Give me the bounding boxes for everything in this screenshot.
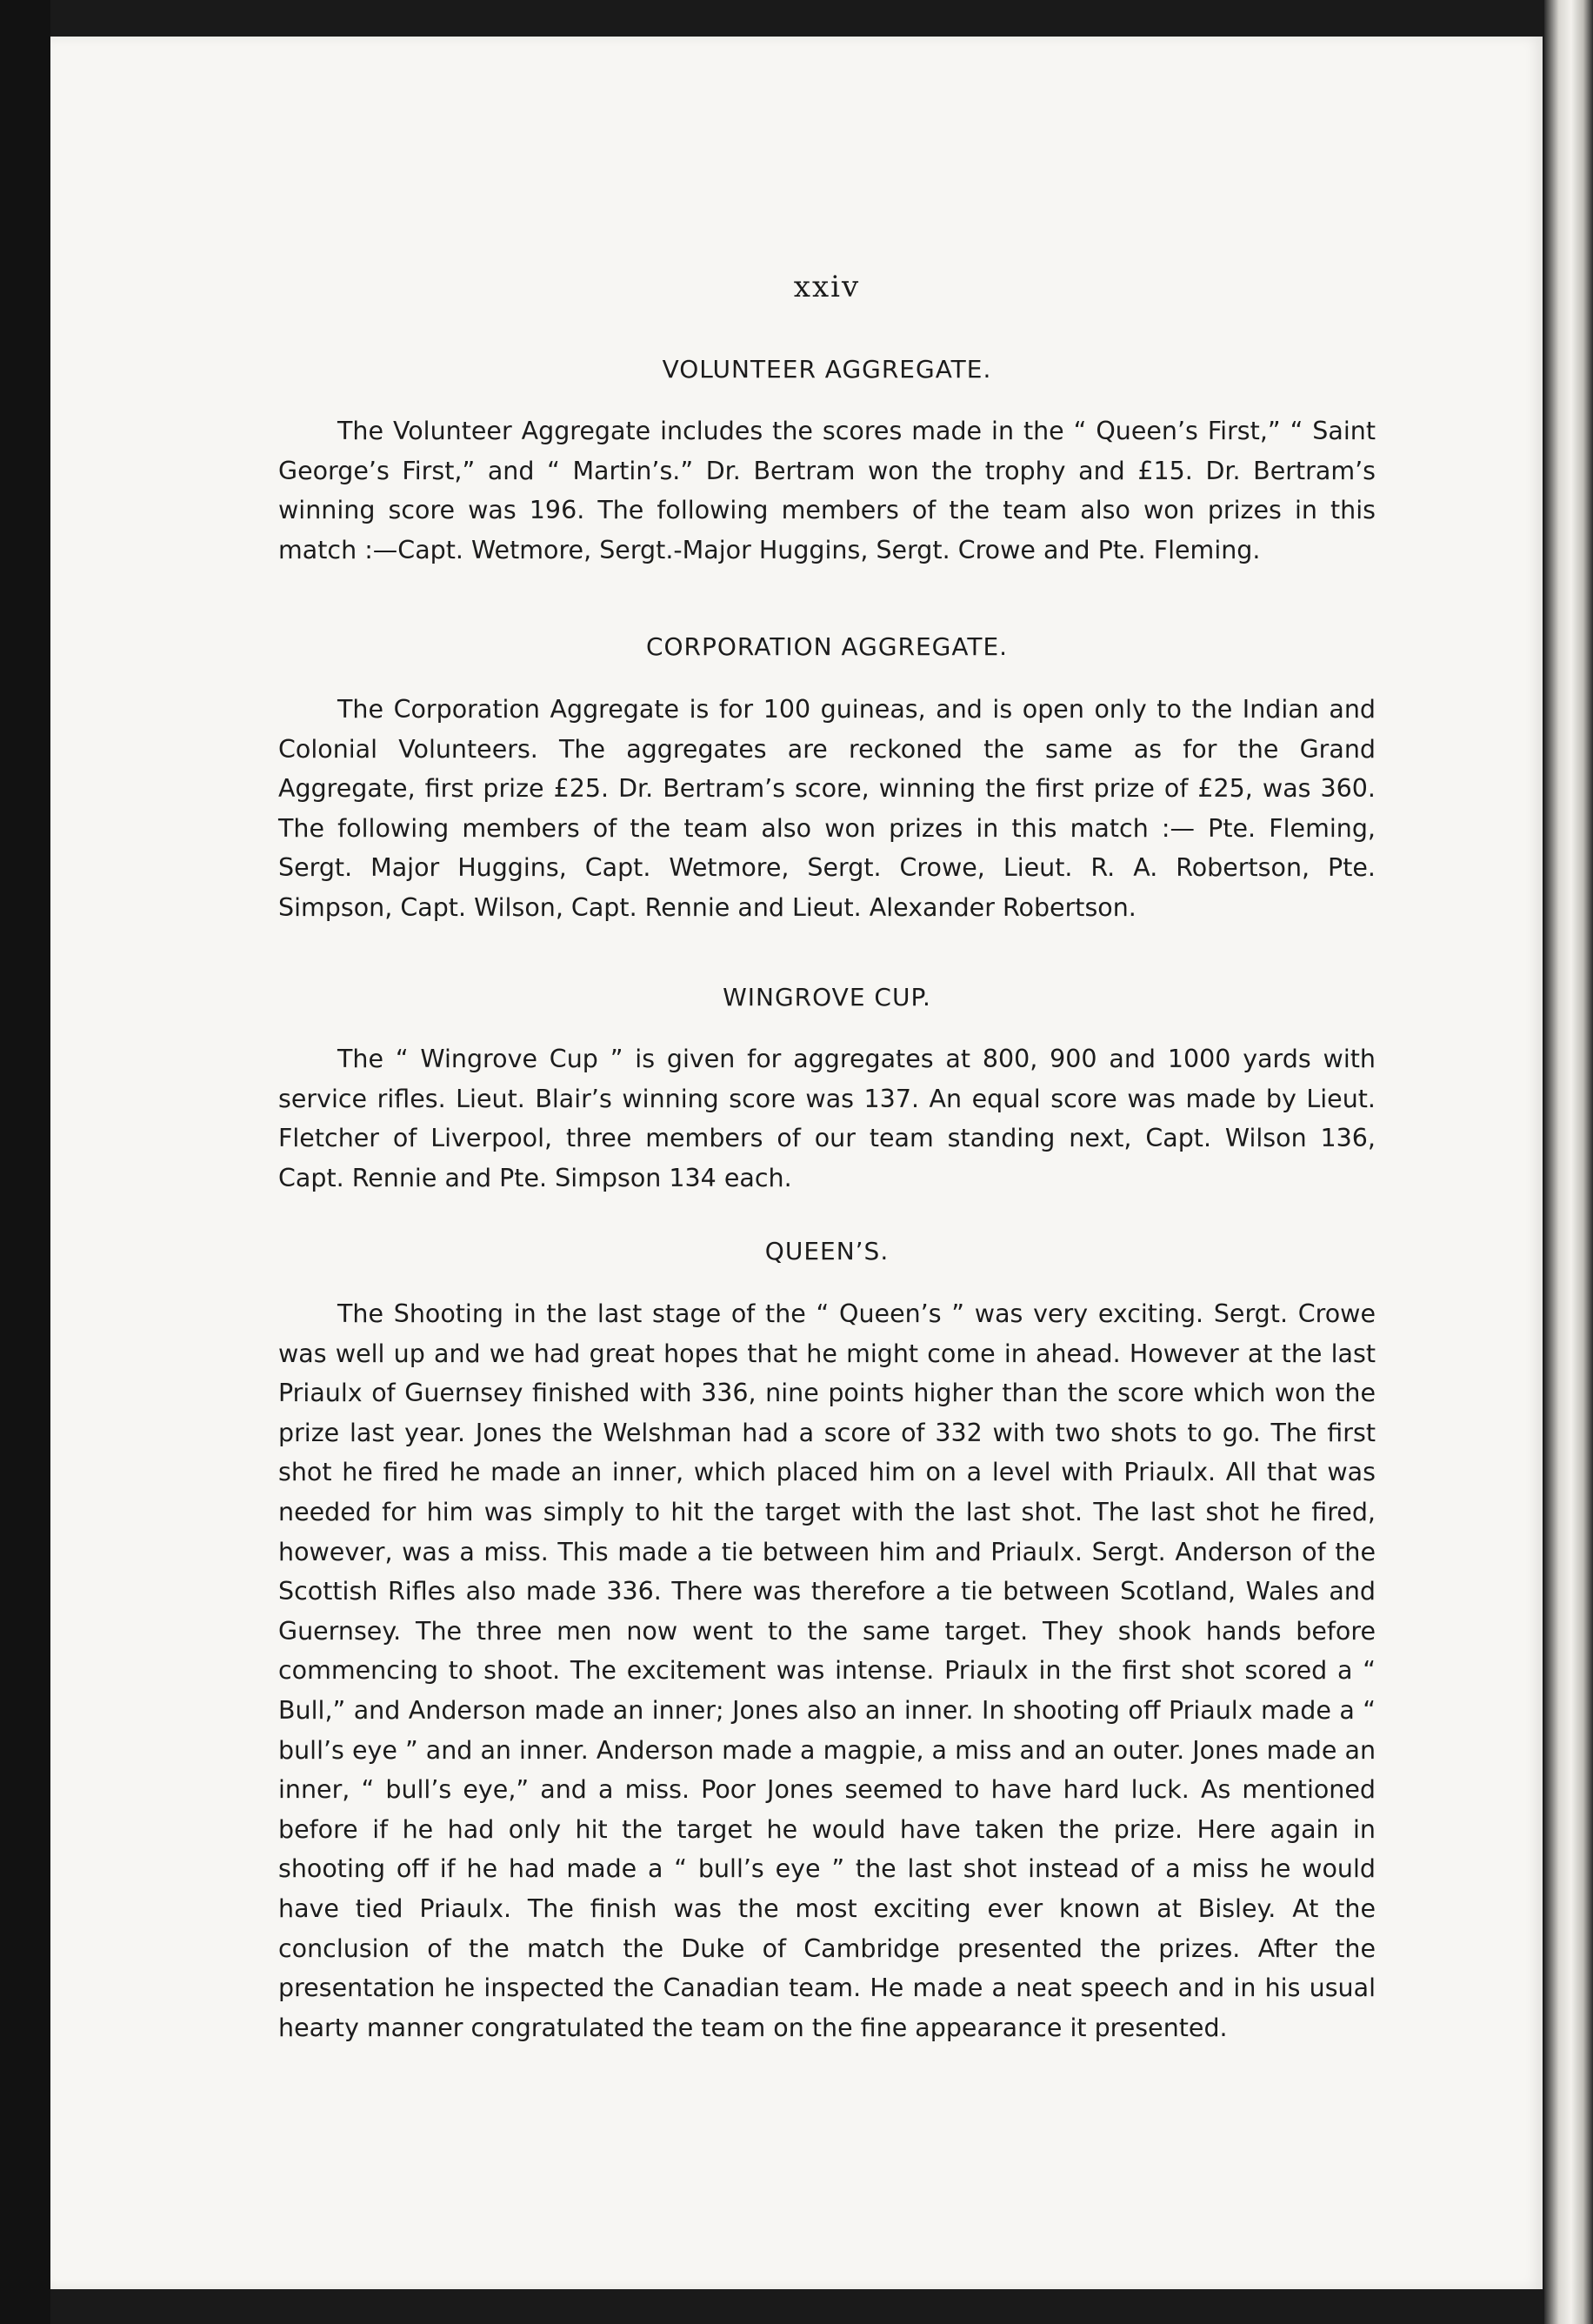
book-page	[50, 37, 1543, 2289]
book-spine	[1544, 0, 1593, 2324]
section-body-queens: The Shooting in the last stage of the “ Queen’s ” was very exciting. Sergt. Crowe was well up and we had great hopes that he might come in ahead. However at the last Priaulx of Guernsey finished with 336, nine points higher than the score which won the prize last year. Jones the Welshman had a score of 332 with two shots to go. The first shot he fired he made an inner, which placed him on a level with Priaulx. All that was needed for him was simply to hit the target with the last shot. The last shot he fired, however, was a miss. This made a tie between him and Priaulx. Sergt. Anderson of the Scottish Rifles also made 336. There was therefore a tie between Scotland, Wales and Guernsey. The three men now went to the same target. They shook hands before commencing to shoot. The excitement was intense. Priaulx in the first shot scored a “ Bull,” and Anderson made an inner; Jones also an inner. In shooting off Priaulx made a “ bull’s eye ” and an inner. Anderson made a magpie, a miss and an outer. Jones made an inner, “ bull’s eye,” and a miss. Poor Jones seemed to have hard luck. As mentioned before if he had only hit the target he would have taken the prize. Here again in shooting off if he had made a “ bull’s eye ” the last shot instead of a miss he would have tied Priaulx. The finish was the most exciting ever known at Bisley. At the conclusion of the match the Duke of Cambridge presented the prizes. After the presentation he inspected the Canadian team. He made a neat speech and in his usual hearty manner congratulated the team on the fine appearance it presented.	[278, 1299, 1376, 2042]
section-heading-wingrove-cup: WINGROVE CUP.	[723, 983, 931, 1012]
section-heading-queens: QUEEN’S.	[764, 1237, 890, 1266]
section-heading-corporation-aggregate: CORPORATION AGGREGATE.	[645, 632, 1009, 661]
page-number: xxiv	[793, 270, 861, 304]
section-heading-volunteer-aggregate: VOLUNTEER AGGREGATE.	[662, 355, 992, 384]
scan-left-edge	[0, 0, 50, 2324]
section-body-volunteer-aggregate: The Volunteer Aggregate includes the scores made in the “ Queen’s First,” “ Saint George’s First,” and “ Martin’s.” Dr. Bertram won the trophy and £15. Dr. Bertram’s winning score was 196. The following members of the team also won prizes in this match :—Capt. Wetmore, Sergt.-Major Huggins, Sergt. Crowe and Pte. Fleming.	[278, 417, 1376, 564]
section-body-corporation-aggregate: The Corporation Aggregate is for 100 guineas, and is open only to the Indian and Colonial Volunteers. The aggregates are reckoned the same as for the Grand Aggregate, first prize £25. Dr. Bertram’s score, winning the first prize of £25, was 360. The following members of the team also won prizes in this match :— Pte. Fleming, Sergt. Major Huggins, Capt. Wetmore, Sergt. Crowe, Lieut. R. A. Robertson, Pte. Simpson, Capt. Wilson, Capt. Rennie and Lieut. Alexander Robertson.	[278, 695, 1376, 922]
section-body-wingrove-cup: The “ Wingrove Cup ” is given for aggregates at 800, 900 and 1000 yards with service rifles. Lieut. Blair’s winning score was 137. An equal score was made by Lieut. Fletcher of Liverpool, three members of our team standing next, Capt. Wilson 136, Capt. Rennie and Pte. Simpson 134 each.	[278, 1045, 1376, 1192]
